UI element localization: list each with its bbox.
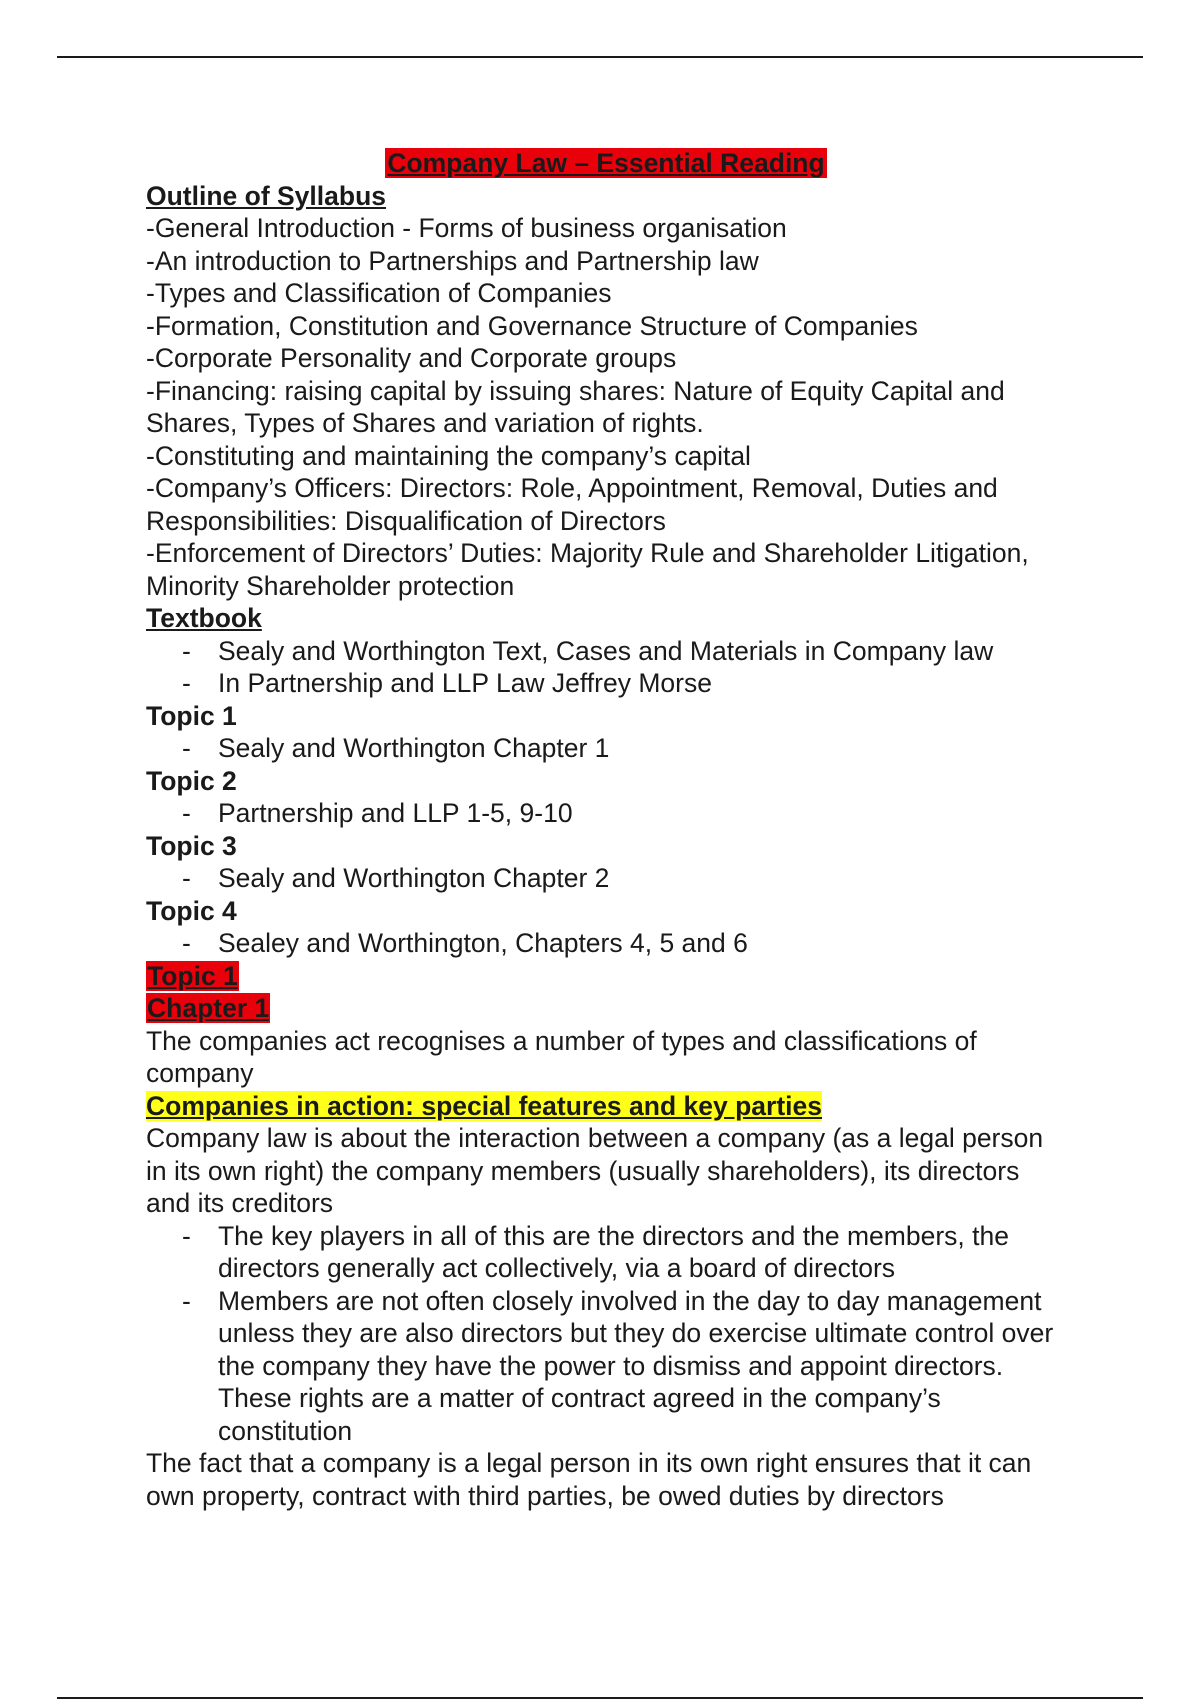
topic-list [146, 797, 1066, 830]
textbook-list [146, 635, 1066, 700]
dash-bullet: - [182, 668, 191, 698]
section-chapter-heading: Chapter 1 [147, 993, 270, 1023]
topic-heading: Topic 4 [146, 895, 237, 926]
outline-item: -Types and Classification of Companies [146, 278, 612, 308]
companies-heading: Companies in action: special features and key parties [146, 1090, 822, 1121]
topic-heading: Topic 2 [146, 765, 237, 796]
dash-bullet: - [182, 1285, 191, 1316]
dash-bullet: - [182, 863, 191, 893]
outline-item: -Financing: raising capital by issuing shares: Nature of Equity Capital and Shares, Types of Shares and variation of rights. [146, 375, 1005, 438]
document-title: Company Law – Essential Reading [387, 148, 825, 178]
closing-paragraph: The fact that a company is a legal person in its own right ensures that it can own property, contract with third parties, be owed duties by directors [146, 1448, 1032, 1511]
outline-item: -Corporate Personality and Corporate groups [146, 343, 677, 373]
list-item-text: Partnership and LLP 1-5, 9-10 [218, 798, 573, 828]
outline-item: -An introduction to Partnerships and Partnership law [146, 245, 759, 276]
intro-paragraph: The companies act recognises a number of types and classifications of company [146, 1025, 977, 1088]
topic-list [146, 927, 1066, 960]
topic-list [146, 732, 1066, 765]
dash-bullet: - [182, 928, 191, 958]
key-points-list [146, 1220, 1066, 1448]
outline-item: -Formation, Constitution and Governance Structure of Companies [146, 310, 918, 341]
list-item-text: The key players in all of this are the directors and the members, the directors generally act collectively, via a board of directors [218, 1220, 1009, 1283]
list-item-text: Sealy and Worthington Chapter 2 [218, 863, 610, 893]
header-rule [57, 56, 1143, 58]
outline-heading: Outline of Syllabus [146, 180, 387, 211]
list-item [146, 1285, 1066, 1448]
title-line [146, 147, 1066, 180]
outline-item: -Constituting and maintaining the company’s capital [146, 440, 751, 471]
outline-item: -General Introduction - Forms of business organisation [146, 213, 787, 243]
list-item [146, 635, 1066, 668]
outline-item: -Enforcement of Directors’ Duties: Majority Rule and Shareholder Litigation, Minority Shareholder protection [146, 538, 1029, 601]
list-item-text: Sealy and Worthington Text, Cases and Materials in Company law [218, 635, 994, 666]
list-item [146, 862, 1066, 895]
section-topic-heading: Topic 1 [147, 960, 238, 991]
footer-rule [57, 1697, 1143, 1699]
document-body [146, 147, 1066, 1512]
topic-heading: Topic 3 [146, 830, 237, 861]
list-item-text: Sealey and Worthington, Chapters 4, 5 and 6 [218, 928, 748, 958]
topic-heading: Topic 1 [146, 700, 237, 731]
list-item-text: In Partnership and LLP Law Jeffrey Morse [218, 668, 712, 698]
list-item-text: Sealy and Worthington Chapter 1 [218, 733, 610, 763]
list-item [146, 797, 1066, 830]
list-item [146, 927, 1066, 960]
list-item [146, 1220, 1066, 1285]
company-law-paragraph: Company law is about the interaction between a company (as a legal person in its own right) the company members (usually shareholders), its directors and its creditors [146, 1123, 1044, 1218]
dash-bullet: - [182, 1220, 191, 1251]
topic-list [146, 862, 1066, 895]
dash-bullet: - [182, 635, 191, 666]
outline-item: -Company’s Officers: Directors: Role, Appointment, Removal, Duties and Responsibilities: Disqualification of Directors [146, 473, 998, 536]
list-item [146, 667, 1066, 700]
dash-bullet: - [182, 798, 191, 828]
dash-bullet: - [182, 733, 191, 763]
list-item-text: Members are not often closely involved in the day to day management unless they are also directors but they do exercise ultimate control over the company they have the power to dismiss and appoint directors. These rights are a matter of contract agreed in the company’s constitution [218, 1285, 1054, 1446]
list-item [146, 732, 1066, 765]
textbook-heading: Textbook [146, 603, 262, 633]
